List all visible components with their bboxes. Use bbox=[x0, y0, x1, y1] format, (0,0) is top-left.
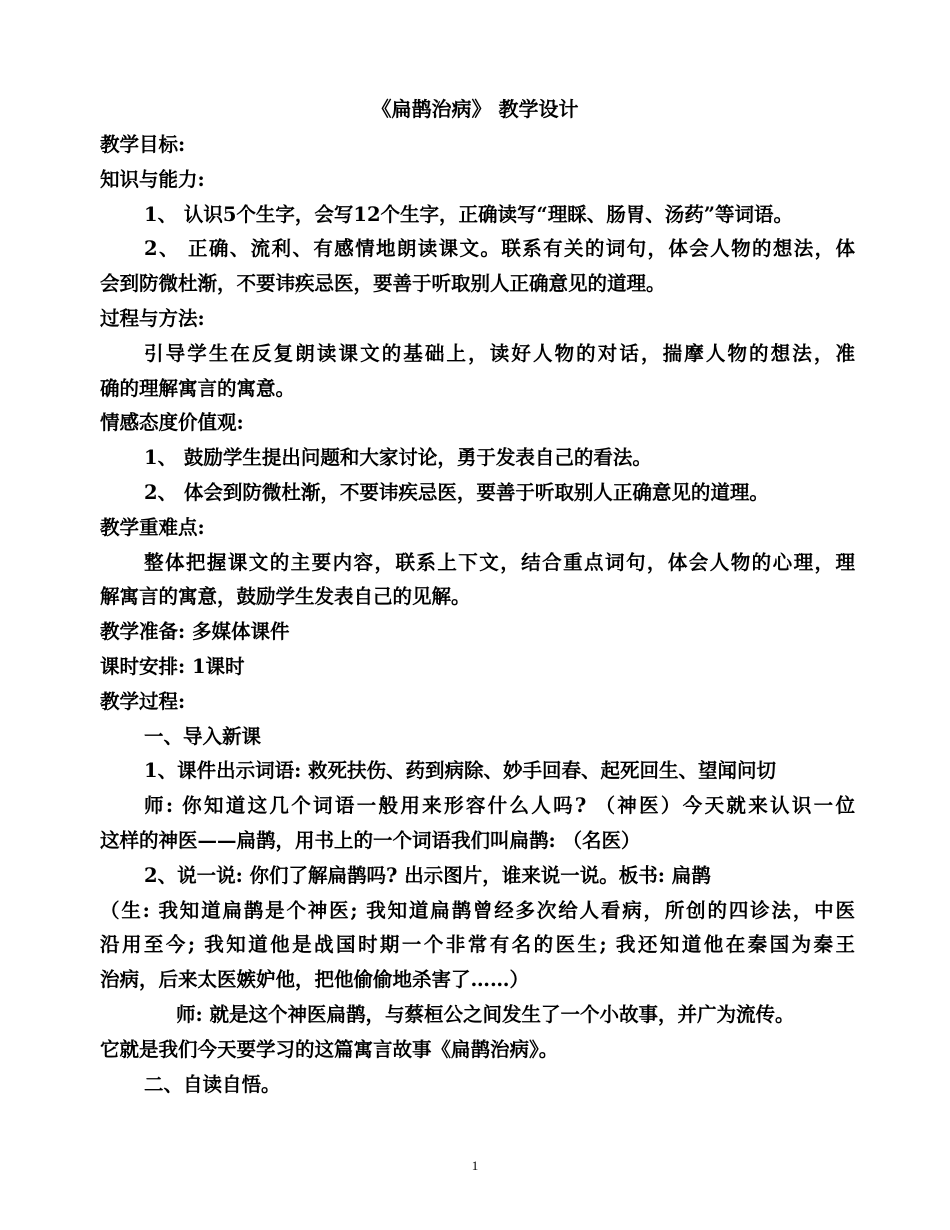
document-title: 《扁鹊治病》 教学设计 bbox=[371, 97, 579, 121]
document-body bbox=[100, 128, 855, 1102]
paragraph-line: 2、 体会到防微杜渐，不要讳疾忌医，要善于听取别人正确意见的道理。 bbox=[144, 480, 769, 504]
paragraph-line: 会到防微杜渐，不要讳疾忌医，要善于听取别人正确意见的道理。 bbox=[100, 272, 666, 296]
paragraph-line: 2、 正确、流利、有感情地朗读课文。联系有关的词句，体会人物的想法，体 bbox=[144, 237, 855, 261]
subheading-values: 情感态度价值观: bbox=[100, 411, 244, 435]
paragraph-line: 它就是我们今天要学习的这篇寓言故事《扁鹊治病》。 bbox=[100, 1037, 559, 1061]
paragraph-line: 引导学生在反复朗读课文的基础上，读好人物的对话，揣摩人物的想法，准 bbox=[144, 341, 855, 365]
heading-process: 教学过程: bbox=[100, 689, 186, 713]
heading-key-points: 教学重难点: bbox=[100, 515, 205, 539]
paragraph-line: 这样的神医——扁鹊，用书上的一个词语我们叫扁鹊: （名医） bbox=[100, 828, 641, 852]
heading-schedule: 课时安排: 1课时 bbox=[100, 654, 245, 678]
paragraph-line: 确的理解寓言的寓意。 bbox=[100, 376, 296, 400]
paragraph-line: 1、 鼓励学生提出问题和大家讨论，勇于发表自己的看法。 bbox=[144, 446, 652, 470]
paragraph-line: 1、课件出示词语: 救死扶伤、药到病除、妙手回春、起死回生、望闻问切 bbox=[144, 759, 777, 783]
paragraph-line: 解寓言的寓意，鼓励学生发表自己的见解。 bbox=[100, 585, 471, 609]
paragraph-line: （生: 我知道扁鹊是个神医; 我知道扁鹊曾经多次给人看病，所创的四诊法，中医 bbox=[100, 898, 855, 922]
subheading-process: 过程与方法: bbox=[100, 306, 205, 330]
paragraph-line: 师: 就是这个神医扁鹊，与蔡桓公之间发生了一个小故事，并广为流传。 bbox=[176, 1002, 795, 1026]
section-heading: 二、自读自悟。 bbox=[144, 1072, 281, 1096]
page-number: 1 bbox=[471, 1158, 479, 1173]
heading-preparation: 教学准备: 多媒体课件 bbox=[100, 620, 290, 644]
paragraph-line: 师: 你知道这几个词语一般用来形容什么人吗? （神医）今天就来认识一位 bbox=[144, 794, 855, 818]
paragraph-line: 治病，后来太医嫉妒他，把他偷偷地杀害了……） bbox=[100, 968, 530, 992]
section-heading: 一、导入新课 bbox=[144, 724, 262, 748]
paragraph-line: 沿用至今; 我知道他是战国时期一个非常有名的医生; 我还知道他在秦国为秦王 bbox=[100, 933, 855, 957]
paragraph-line: 1、 认识5个生字，会写12个生字，正确读写“理睬、肠胃、汤药”等词语。 bbox=[144, 202, 793, 226]
subheading-knowledge: 知识与能力: bbox=[100, 167, 205, 191]
paragraph-line: 2、说一说: 你们了解扁鹊吗? 出示图片，谁来说一说。板书: 扁鹊 bbox=[144, 863, 711, 887]
paragraph-line: 整体把握课文的主要内容，联系上下文，结合重点词句，体会人物的心理，理 bbox=[144, 550, 855, 574]
heading-teaching-goals: 教学目标: bbox=[100, 133, 186, 156]
